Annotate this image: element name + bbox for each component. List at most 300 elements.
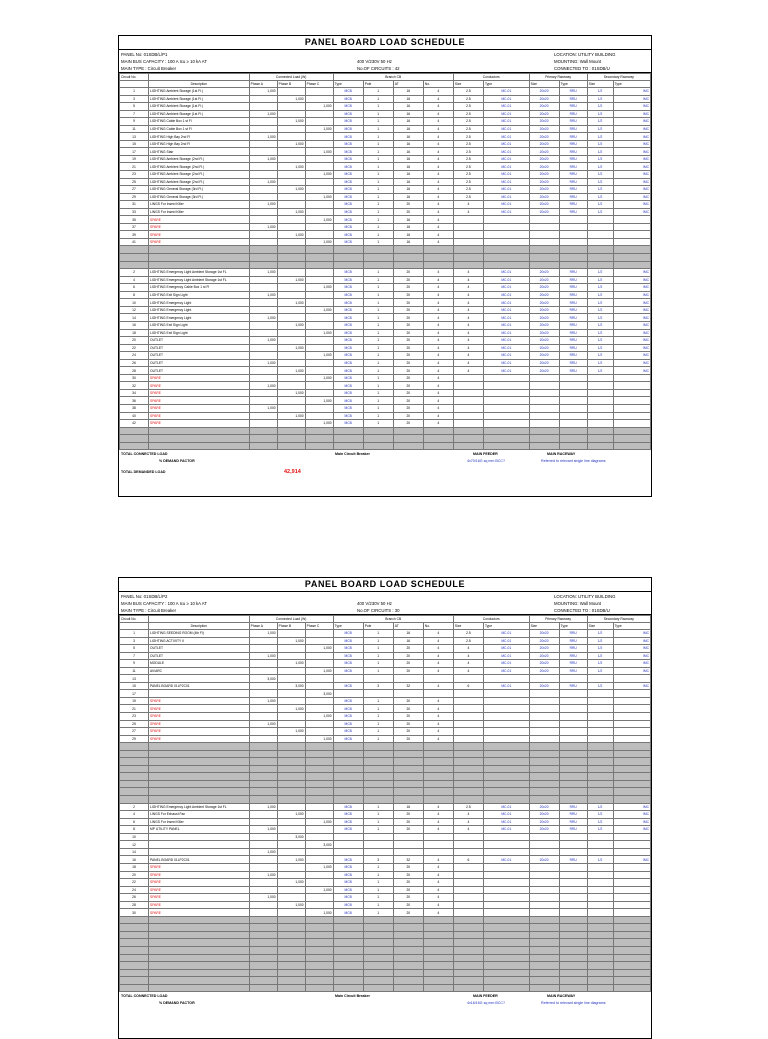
load-phase-a: 1,000 xyxy=(249,133,277,141)
empty-cell xyxy=(120,427,149,435)
cb-type: MCB xyxy=(333,397,363,405)
table-row xyxy=(120,894,651,902)
sec-raceway-type: IMC xyxy=(613,193,650,201)
load-phase-c xyxy=(305,321,333,329)
sec-raceway-type xyxy=(613,238,650,246)
load-phase-c: 3,000 xyxy=(305,690,333,698)
empty-cell xyxy=(120,954,149,962)
empty-cell xyxy=(423,946,453,954)
sec-raceway-size: 1/2 xyxy=(587,652,613,660)
empty-cell xyxy=(120,916,149,924)
empty-cell xyxy=(120,780,149,788)
load-phase-b xyxy=(277,359,305,367)
empty-cell xyxy=(120,984,149,992)
main-bus: MAIN BUS CAPACITY : 100 A Icu ≥ 10 kA AT xyxy=(121,59,207,64)
load-phase-a: 1,000 xyxy=(249,848,277,856)
load-phase-c: 1,000 xyxy=(305,171,333,179)
raceway-size: 20x20 xyxy=(529,103,559,111)
load-phase-a xyxy=(249,344,277,352)
empty-cell xyxy=(529,962,559,970)
sec-raceway-size: 1/2 xyxy=(587,186,613,194)
conductor-type xyxy=(483,720,529,728)
circuit-number: 14 xyxy=(120,848,149,856)
cb-no: 4 xyxy=(423,231,453,239)
conductor-size: 4 xyxy=(453,321,483,329)
load-phase-b xyxy=(277,171,305,179)
raceway-size: 20x20 xyxy=(529,133,559,141)
cb-at: 20 xyxy=(393,863,423,871)
cb-type: MCB xyxy=(333,886,363,894)
empty-cell xyxy=(423,758,453,766)
table-row xyxy=(120,284,651,292)
raceway-type xyxy=(559,231,587,239)
circuit-description: LIGHTING Emergency Light xyxy=(149,314,250,322)
load-phase-c xyxy=(305,652,333,660)
empty-cell xyxy=(277,962,305,970)
circuit-description: LIGHTING Cable Box 1 st Fl xyxy=(149,118,250,126)
empty-cell xyxy=(393,916,423,924)
empty-cell xyxy=(249,246,277,254)
empty-cell xyxy=(363,780,393,788)
empty-cell xyxy=(333,246,363,254)
empty-cell xyxy=(333,765,363,773)
sec-raceway-type: IMC xyxy=(613,208,650,216)
cb-pole: 1 xyxy=(363,397,393,405)
empty-cell xyxy=(149,442,250,450)
raceway-size: 20x20 xyxy=(529,148,559,156)
cb-no: 4 xyxy=(423,110,453,118)
circuit-number: 9 xyxy=(120,118,149,126)
load-phase-a xyxy=(249,238,277,246)
empty-cell xyxy=(453,977,483,985)
cb-pole: 1 xyxy=(363,276,393,284)
load-phase-c xyxy=(305,314,333,322)
sec-raceway-size xyxy=(587,697,613,705)
load-table-body xyxy=(120,88,651,450)
cb-at: 20 xyxy=(393,299,423,307)
col-description: Description xyxy=(149,623,250,630)
conductor-size xyxy=(453,238,483,246)
conductor-type: MC-01 xyxy=(483,359,529,367)
cb-no: 4 xyxy=(423,630,453,638)
raceway-size xyxy=(529,871,559,879)
circuit-number: 32 xyxy=(120,382,149,390)
empty-cell xyxy=(249,435,277,443)
cb-type: MCB xyxy=(333,728,363,736)
circuit-number: 15 xyxy=(120,682,149,690)
empty-cell xyxy=(483,435,529,443)
load-phase-c xyxy=(305,344,333,352)
circuit-description: LIGHTING Emergency Cable Box 1 st Fl xyxy=(149,284,250,292)
raceway-type: RRU xyxy=(559,284,587,292)
cb-type: MCB xyxy=(333,374,363,382)
cb-no: 4 xyxy=(423,359,453,367)
raceway-type xyxy=(559,404,587,412)
load-phase-b xyxy=(277,193,305,201)
empty-cell xyxy=(363,435,393,443)
conductor-type: MC-01 xyxy=(483,667,529,675)
raceway-size: 20x20 xyxy=(529,660,559,668)
load-phase-c: 1,000 xyxy=(305,148,333,156)
circuit-number: 25 xyxy=(120,720,149,728)
circuit-number: 3 xyxy=(120,95,149,103)
table-row xyxy=(120,352,651,360)
cb-at: 20 xyxy=(393,909,423,917)
conductor-type xyxy=(483,841,529,849)
empty-cell xyxy=(529,758,559,766)
cb-at: 20 xyxy=(393,660,423,668)
empty-cell xyxy=(559,743,587,751)
raceway-type: RRU xyxy=(559,359,587,367)
load-phase-c xyxy=(305,697,333,705)
cb-type: MCB xyxy=(333,863,363,871)
cb-no: 4 xyxy=(423,811,453,819)
conductor-type xyxy=(483,389,529,397)
empty-cell xyxy=(559,773,587,781)
empty-cell xyxy=(559,427,587,435)
load-phase-a xyxy=(249,231,277,239)
cb-at: 20 xyxy=(393,645,423,653)
cb-pole: 1 xyxy=(363,667,393,675)
empty-cell xyxy=(613,765,650,773)
load-phase-a: 1,000 xyxy=(249,155,277,163)
cb-type: MCB xyxy=(333,909,363,917)
raceway-type xyxy=(559,909,587,917)
load-phase-c xyxy=(305,894,333,902)
empty-cell xyxy=(587,946,613,954)
empty-cell xyxy=(529,984,559,992)
empty-cell xyxy=(249,261,277,269)
empty-cell xyxy=(559,442,587,450)
conductor-type xyxy=(483,894,529,902)
empty-cell xyxy=(249,427,277,435)
empty-cell xyxy=(249,442,277,450)
raceway-size: 20x20 xyxy=(529,118,559,126)
table-row xyxy=(120,125,651,133)
circuit-description: LIGHTING Exit Sign Light xyxy=(149,329,250,337)
empty-cell xyxy=(453,962,483,970)
conductor-size: 4 xyxy=(453,359,483,367)
table-row xyxy=(120,697,651,705)
empty-cell xyxy=(559,924,587,932)
load-phase-a xyxy=(249,909,277,917)
main-type: MAIN TYPE : Circuit Breaker xyxy=(121,66,177,71)
raceway-size: 20x20 xyxy=(529,201,559,209)
conductor-size: 2.5 xyxy=(453,103,483,111)
cb-type: MCB xyxy=(333,344,363,352)
load-phase-c xyxy=(305,269,333,277)
conductor-type xyxy=(483,833,529,841)
load-phase-b xyxy=(277,110,305,118)
cb-no: 4 xyxy=(423,420,453,428)
load-phase-b xyxy=(277,894,305,902)
cb-type: MCB xyxy=(333,163,363,171)
sec-raceway-type xyxy=(613,735,650,743)
table-row xyxy=(120,216,651,224)
sec-raceway-size: 1/2 xyxy=(587,660,613,668)
raceway-size xyxy=(529,675,559,683)
cb-no: 4 xyxy=(423,269,453,277)
raceway-size xyxy=(529,713,559,721)
cb-no: 4 xyxy=(423,344,453,352)
table-row xyxy=(120,261,651,269)
conductor-size: 4 xyxy=(453,826,483,834)
empty-cell xyxy=(587,765,613,773)
raceway-type: RRU xyxy=(559,314,587,322)
conductor-type: MC-01 xyxy=(483,103,529,111)
empty-cell xyxy=(559,750,587,758)
cb-at: 16 xyxy=(393,637,423,645)
sec-raceway-type xyxy=(613,675,650,683)
raceway-type xyxy=(559,879,587,887)
cb-no: 4 xyxy=(423,238,453,246)
circuit-number: 18 xyxy=(120,329,149,337)
load-phase-c xyxy=(305,95,333,103)
conductor-size xyxy=(453,713,483,721)
empty-cell xyxy=(613,758,650,766)
cb-at: 20 xyxy=(393,208,423,216)
load-phase-b xyxy=(277,713,305,721)
load-phase-b xyxy=(277,420,305,428)
circuit-description: MODULE xyxy=(149,660,250,668)
sec-raceway-size xyxy=(587,705,613,713)
raceway-size xyxy=(529,238,559,246)
empty-cell xyxy=(120,924,149,932)
raceway-type: RRU xyxy=(559,276,587,284)
empty-cell xyxy=(393,939,423,947)
conductor-size xyxy=(453,374,483,382)
table-row xyxy=(120,690,651,698)
conductor-size: 4 xyxy=(453,667,483,675)
panel-schedule-1 xyxy=(118,35,652,497)
sec-raceway-size: 1/2 xyxy=(587,110,613,118)
cb-no: 4 xyxy=(423,88,453,96)
conductor-size: 2.5 xyxy=(453,118,483,126)
empty-cell xyxy=(587,254,613,262)
load-phase-a: 1,000 xyxy=(249,88,277,96)
empty-cell xyxy=(587,758,613,766)
circuit-description: LIGHTING Emergency Light Ambient Storage 1st FL xyxy=(149,803,250,811)
circuit-description: SPARE xyxy=(149,894,250,902)
empty-cell xyxy=(613,796,650,804)
load-phase-b: 1,000 xyxy=(277,705,305,713)
empty-cell xyxy=(393,954,423,962)
circuit-number: 35 xyxy=(120,216,149,224)
sec-raceway-size xyxy=(587,728,613,736)
cb-no: 4 xyxy=(423,404,453,412)
empty-cell xyxy=(305,788,333,796)
empty-cell xyxy=(333,916,363,924)
empty-cell xyxy=(120,946,149,954)
conductor-size: 4 xyxy=(453,344,483,352)
load-phase-c xyxy=(305,140,333,148)
circuit-description: LIGHTING Ambient Storage (1st Fl.) xyxy=(149,103,250,111)
circuit-description: OUTLET xyxy=(149,359,250,367)
sec-raceway-type: IMC xyxy=(613,276,650,284)
circuit-description: LIGHTING Ambient Storage (2nd Fl.) xyxy=(149,178,250,186)
table-row xyxy=(120,630,651,638)
empty-cell xyxy=(483,246,529,254)
empty-cell xyxy=(120,743,149,751)
circuit-number: 11 xyxy=(120,667,149,675)
empty-cell xyxy=(249,765,277,773)
conductor-type xyxy=(483,735,529,743)
cb-at xyxy=(393,690,423,698)
cb-at: 20 xyxy=(393,705,423,713)
conductor-type: MC-01 xyxy=(483,193,529,201)
cb-no xyxy=(423,841,453,849)
cb-at: 20 xyxy=(393,697,423,705)
table-row xyxy=(120,667,651,675)
empty-cell xyxy=(423,765,453,773)
table-row xyxy=(120,427,651,435)
sec-raceway-type: IMC xyxy=(613,299,650,307)
empty-cell xyxy=(529,435,559,443)
empty-cell xyxy=(120,261,149,269)
panel-number: PANEL No: 01SDB/L/P1 xyxy=(121,52,168,57)
sec-raceway-size: 1/2 xyxy=(587,163,613,171)
cb-no xyxy=(423,690,453,698)
circuit-description xyxy=(149,690,250,698)
cb-type: MCB xyxy=(333,329,363,337)
table-row xyxy=(120,969,651,977)
empty-cell xyxy=(333,924,363,932)
empty-cell xyxy=(305,427,333,435)
raceway-type: RRU xyxy=(559,178,587,186)
conductor-type: MC-01 xyxy=(483,178,529,186)
table-row xyxy=(120,367,651,375)
empty-cell xyxy=(529,977,559,985)
conductor-type: MC-01 xyxy=(483,803,529,811)
cb-at: 20 xyxy=(393,652,423,660)
circuit-description xyxy=(149,841,250,849)
table-row xyxy=(120,329,651,337)
empty-cell xyxy=(483,916,529,924)
table-row xyxy=(120,931,651,939)
load-phase-a: 1,000 xyxy=(249,314,277,322)
table-row xyxy=(120,916,651,924)
raceway-size: 20x20 xyxy=(529,269,559,277)
load-phase-c: 1,000 xyxy=(305,818,333,826)
raceway-size xyxy=(529,374,559,382)
cb-at: 16 xyxy=(393,148,423,156)
empty-cell xyxy=(120,969,149,977)
cb-pole xyxy=(363,841,393,849)
empty-cell xyxy=(453,765,483,773)
empty-cell xyxy=(559,254,587,262)
load-phase-a: 1,000 xyxy=(249,337,277,345)
cb-type: MCB xyxy=(333,103,363,111)
empty-cell xyxy=(587,780,613,788)
circuit-number: 28 xyxy=(120,901,149,909)
conductor-size: 6 xyxy=(453,682,483,690)
table-row xyxy=(120,901,651,909)
load-phase-b xyxy=(277,216,305,224)
load-phase-a xyxy=(249,682,277,690)
sec-raceway-type xyxy=(613,389,650,397)
raceway-type xyxy=(559,412,587,420)
table-row xyxy=(120,397,651,405)
sec-raceway-type: IMC xyxy=(613,856,650,864)
cb-no: 4 xyxy=(423,337,453,345)
empty-cell xyxy=(613,261,650,269)
table-row xyxy=(120,231,651,239)
raceway-size xyxy=(529,886,559,894)
empty-cell xyxy=(423,916,453,924)
circuit-description xyxy=(149,833,250,841)
empty-cell xyxy=(277,743,305,751)
cb-type: MCB xyxy=(333,645,363,653)
raceway-size: 20x20 xyxy=(529,337,559,345)
empty-cell xyxy=(587,962,613,970)
raceway-type xyxy=(559,420,587,428)
empty-cell xyxy=(587,931,613,939)
empty-cell xyxy=(613,773,650,781)
conductor-size: 4 xyxy=(453,660,483,668)
empty-cell xyxy=(529,261,559,269)
table-row xyxy=(120,178,651,186)
raceway-size: 20x20 xyxy=(529,630,559,638)
conductor-type xyxy=(483,871,529,879)
sec-raceway-size xyxy=(587,382,613,390)
raceway-size: 20x20 xyxy=(529,186,559,194)
load-phase-c: 1,000 xyxy=(305,216,333,224)
cb-at: 20 xyxy=(393,871,423,879)
load-phase-b: 1,000 xyxy=(277,163,305,171)
cb-no: 4 xyxy=(423,125,453,133)
load-phase-c xyxy=(305,682,333,690)
empty-cell xyxy=(249,780,277,788)
cb-type: MCB xyxy=(333,223,363,231)
empty-cell xyxy=(559,977,587,985)
empty-cell xyxy=(453,261,483,269)
circuit-description: SPARE xyxy=(149,871,250,879)
empty-cell xyxy=(613,962,650,970)
sec-raceway-type xyxy=(613,863,650,871)
empty-cell xyxy=(483,788,529,796)
sec-raceway-type xyxy=(613,231,650,239)
load-phase-a: 1,000 xyxy=(249,720,277,728)
raceway-size: 20x20 xyxy=(529,637,559,645)
cb-at: 16 xyxy=(393,186,423,194)
conductor-size: 4 xyxy=(453,352,483,360)
empty-cell xyxy=(613,946,650,954)
empty-cell xyxy=(587,246,613,254)
col-circuit: Circuit No. xyxy=(120,74,149,81)
circuit-number: 2 xyxy=(120,269,149,277)
cb-type: MCB xyxy=(333,879,363,887)
sec-raceway-type xyxy=(613,901,650,909)
conductor-size xyxy=(453,216,483,224)
cb-no: 4 xyxy=(423,178,453,186)
empty-cell xyxy=(333,427,363,435)
empty-cell xyxy=(423,435,453,443)
cb-type: MCB xyxy=(333,269,363,277)
table-row xyxy=(120,193,651,201)
empty-cell xyxy=(613,916,650,924)
load-phase-a xyxy=(249,637,277,645)
empty-cell xyxy=(277,758,305,766)
table-row xyxy=(120,743,651,751)
circuit-number: 24 xyxy=(120,352,149,360)
empty-cell xyxy=(277,924,305,932)
table-row xyxy=(120,238,651,246)
circuit-description: OUTLET xyxy=(149,367,250,375)
empty-cell xyxy=(587,984,613,992)
empty-cell xyxy=(249,743,277,751)
cb-type: MCB xyxy=(333,667,363,675)
cb-type: MCB xyxy=(333,306,363,314)
